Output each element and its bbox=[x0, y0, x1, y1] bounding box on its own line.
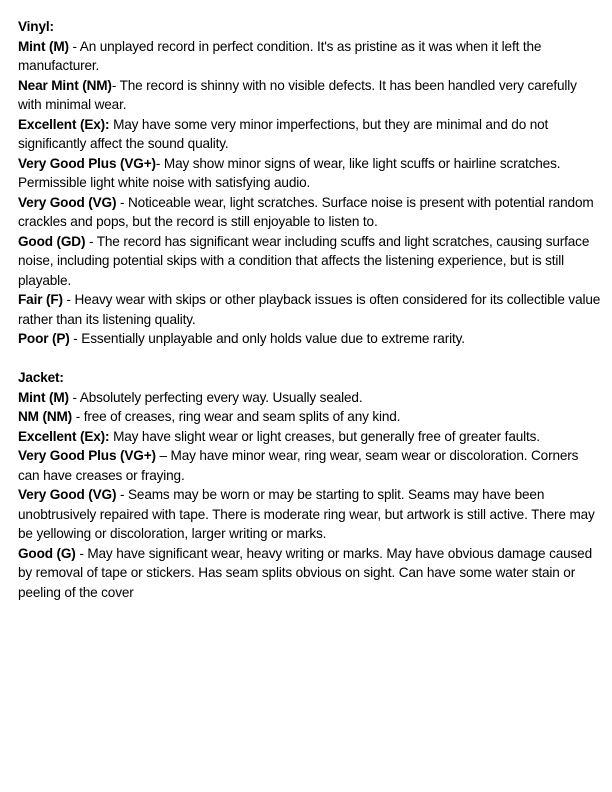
grade-description: - Absolutely perfecting every way. Usually sealed. bbox=[68, 389, 363, 405]
grade-description: - Heavy wear with skips or other playback issues is often considered for its collectible value rather than its listening quality. bbox=[18, 292, 601, 327]
grade-description: - Essentially unplayable and only holds value due to extreme rarity. bbox=[69, 331, 465, 346]
document-page bbox=[18, 17, 603, 602]
jacket-grade-near-mint bbox=[18, 407, 603, 427]
vinyl-grade-very-good-plus bbox=[18, 154, 603, 174]
grade-description: - The record has significant wear including scuffs and light scratches, causing surface noise, including potential skips with a condition that affects the listening experience, but is still playable. bbox=[18, 233, 590, 288]
grade-term: Mint (M) bbox=[18, 389, 69, 405]
grade-term: Poor (P) bbox=[18, 331, 70, 346]
vinyl-grade-excellent bbox=[18, 115, 603, 154]
grade-description: - The record is shinny with no visible defects. It has been handled very carefully with minimal wear. bbox=[18, 77, 577, 112]
vinyl-grade-good bbox=[18, 232, 603, 291]
jacket-grade-mint bbox=[18, 388, 603, 408]
grade-term: Fair (F) bbox=[18, 292, 63, 307]
grade-term: Good (GD) bbox=[18, 233, 86, 249]
grade-term: Very Good Plus (VG+) bbox=[18, 448, 156, 463]
jacket-section-title: Jacket: bbox=[18, 370, 64, 385]
grade-term: Mint (M) bbox=[18, 38, 69, 54]
grade-description: - Noticeable wear, light scratches. Surface noise is present with potential random crackles and pops, but the record is still enjoyable to listen to. bbox=[18, 194, 594, 229]
jacket-grade-very-good bbox=[18, 485, 603, 544]
jacket-grade-excellent bbox=[18, 427, 603, 447]
vinyl-note: Permissible light white noise with satisfying audio. bbox=[18, 175, 311, 190]
grade-term: Near Mint (NM) bbox=[18, 77, 112, 93]
vinyl-grade-poor bbox=[18, 329, 603, 349]
grade-description: – May have minor wear, ring wear, seam wear or discoloration. Corners can have creases or fraying. bbox=[18, 448, 579, 483]
vinyl-grade-near-mint bbox=[18, 76, 603, 115]
jacket-grade-very-good-plus bbox=[18, 446, 603, 485]
grade-term: Good (G) bbox=[18, 545, 76, 561]
grade-term: NM (NM) bbox=[18, 409, 73, 424]
vinyl-grade-fair bbox=[18, 290, 603, 329]
grade-term: Very Good (VG) bbox=[18, 487, 117, 502]
vinyl-grade-very-good bbox=[18, 193, 603, 232]
vinyl-grade-mint bbox=[18, 37, 603, 76]
section-spacer bbox=[18, 349, 603, 369]
grade-term: Very Good Plus (VG+) bbox=[18, 155, 156, 171]
grade-term: Excellent (Ex): bbox=[18, 116, 110, 132]
jacket-grade-good bbox=[18, 544, 603, 603]
grade-description: - Seams may be worn or may be starting to split. Seams may have been unobtrusively repaired with tape. There is moderate ring wear, but artwork is still active. There may be yellowing or discoloration, larger writing or marks. bbox=[18, 487, 595, 541]
grade-description: May have some very minor imperfections, but they are minimal and do not significantly affect the sound quality. bbox=[18, 116, 549, 151]
grade-description: - May have significant wear, heavy writing or marks. May have obvious damage caused by removal of tape or stickers. Has seam splits obvious on sight. Can have some water stain or peeling of the cover bbox=[18, 545, 592, 600]
grade-description: - May show minor signs of wear, like light scuffs or hairline scratches. bbox=[155, 155, 561, 171]
grade-description: - An unplayed record in perfect condition. It's as pristine as it was when it left the manufacturer. bbox=[18, 38, 542, 73]
grade-description: - free of creases, ring wear and seam splits of any kind. bbox=[72, 409, 401, 424]
vinyl-section-title: Vinyl: bbox=[18, 19, 54, 34]
grade-description: May have slight wear or light creases, but generally free of greater faults. bbox=[109, 428, 540, 444]
grade-term: Very Good (VG) bbox=[18, 194, 117, 210]
grade-term: Excellent (Ex): bbox=[18, 428, 110, 444]
